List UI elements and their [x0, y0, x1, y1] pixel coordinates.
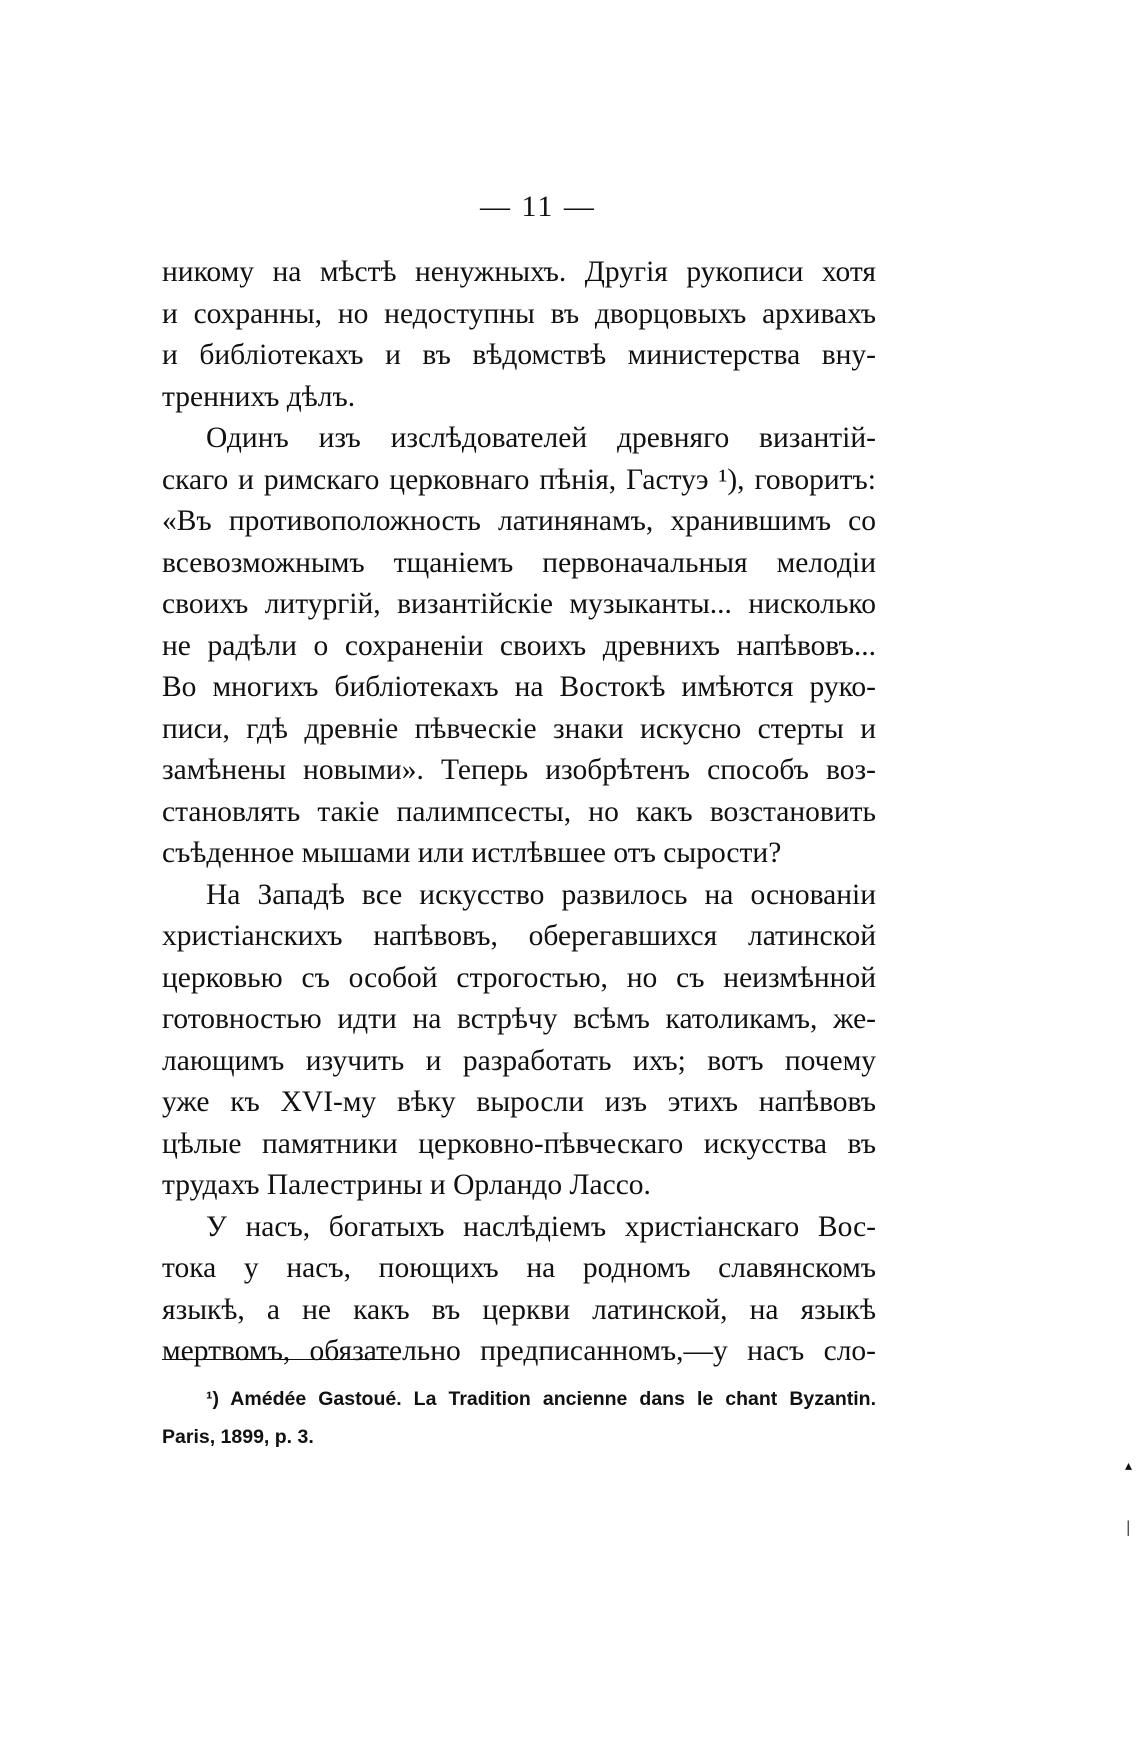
text-line: и библіотекахъ и въ вѣдомствѣ министерства вну-: [162, 339, 876, 371]
text-line: На Западѣ все искусство развилось на основаніи: [206, 878, 876, 911]
text-line: Одинъ изъ изслѣдователей древняго византій-: [206, 422, 876, 454]
text-line: трудахъ Палестрины и Орландо Лассо.: [162, 1169, 651, 1201]
text-line: треннихъ дѣлъ.: [162, 380, 356, 413]
footnote-divider: [162, 1359, 398, 1360]
text-line: «Въ противоположность латинянамъ, хранившимъ со: [162, 505, 876, 537]
footnote-line: ¹) Amédée Gastoué. La Tradition ancienne dans le chant Byzantin.: [206, 1388, 876, 1410]
paragraph: [162, 252, 876, 418]
page-number: — 11 —: [480, 190, 596, 223]
paragraph: [162, 875, 876, 1207]
text-line: скаго и римскаго церковнаго пѣнія, Гастуэ ¹), говоритъ:: [162, 463, 876, 496]
text-line: лающимъ изучить и разработать ихъ; вотъ почему: [162, 1044, 876, 1077]
text-line: христіанскихъ напѣвовъ, оберегавшихся латинской: [162, 920, 876, 952]
footnote: [162, 1380, 876, 1456]
text-line: всевозможнымъ тщаніемъ первоначальныя мелодіи: [162, 546, 876, 579]
text-line: готовностью идти на встрѣчу всѣмъ католикамъ, же-: [162, 1003, 876, 1035]
text-line: тока у насъ, поющихъ на родномъ славянскомъ: [162, 1252, 876, 1284]
text-line: и сохранны, но недоступны въ дворцовыхъ архивахъ: [162, 297, 876, 330]
paragraph: [162, 1207, 876, 1373]
text-line: Во многихъ библіотекахъ на Востокѣ имѣются руко-: [162, 671, 876, 703]
text-line: мертвомъ, обязательно предписанномъ,—у насъ сло-: [162, 1335, 876, 1367]
footnote-line: Paris, 1899, p. 3.: [162, 1426, 314, 1448]
scan-speck-mark: ▴: [1125, 1459, 1133, 1474]
text-line: замѣнены новыми». Теперь изобрѣтенъ способъ воз-: [162, 754, 876, 786]
text-line: становлять такіе палимпсесты, но какъ возстановить: [162, 795, 876, 828]
text-line: никому на мѣстѣ ненужныхъ. Другія рукописи хотя: [162, 256, 876, 288]
paragraph: [162, 418, 876, 875]
text-line: У насъ, богатыхъ наслѣдіемъ христіанскаго Вос-: [206, 1210, 876, 1243]
body-text: [162, 252, 876, 1373]
text-line: съѣденное мышами или истлѣвшее отъ сырости?: [162, 837, 782, 869]
text-line: писи, гдѣ древніе пѣвческіе знаки искусно стерты и: [162, 712, 876, 745]
text-line: церковью съ особой строгостью, но съ неизмѣнной: [162, 961, 876, 994]
text-line: не радѣли о сохраненіи своихъ древнихъ напѣвовъ...: [162, 629, 876, 662]
text-line: языкѣ, а не какъ въ церкви латинской, на языкѣ: [162, 1293, 876, 1326]
text-line: цѣлые памятники церковно-пѣвческаго искусства въ: [162, 1127, 876, 1160]
text-line: уже къ XVI-му вѣку выросли изъ этихъ напѣвовъ: [162, 1086, 876, 1118]
text-line: своихъ литургій, византійскіе музыканты... нисколько: [162, 588, 876, 620]
scan-speck-mark: ǀ: [1126, 1516, 1131, 1541]
